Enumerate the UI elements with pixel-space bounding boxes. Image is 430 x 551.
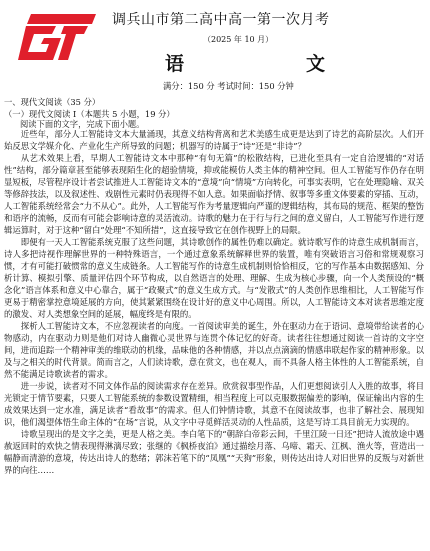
reading-passage [4, 128, 424, 476]
subject-char-2: 文 [305, 53, 325, 75]
passage-paragraph-6: 诗歌呈现出的是文字之美，更是人格之美。李白笔下的“朝辞白帝彩云间，千里江陵一日还”把诗人流放途中遇赦返回时的欢快之情表现得淋漓尽致；张继的《枫桥夜泊》通过描绘月落、乌啼、霜天、江枫、渔火等，营造出一幅静而清游的意境，传达出诗人的愁绪；郭沫若笔下的“凤凰”“天狗”形象，则传达出诗人对旧世界的反叛与对新世界的向往…… [4, 429, 424, 475]
logo-right-stroke [58, 26, 88, 60]
logo-g-body [18, 26, 61, 60]
passage-paragraph-4: 探析人工智能诗文本，不应忽视读者的向度。一首阅读审美的诞生，外在驱动力在于语词、意境带给读者的心物感动，内在驱动力则是他们对诗人幽微心灵世界与连贯个体记忆的好奇。读者往往想通过阅读一首诗的文字空间，进而追踪一个精神审美的维联动的机缘，品味他的各种情感，并以点点滴滴的情感串联起作家的精神形象。以及与之相关的时代背景。简而言之，人们读诗歌，意在赏文，也在观人，而不具备人格主体性的人工智能系统，自然不能满足诗歌读者的需求。 [4, 321, 424, 379]
passage-paragraph-3: 即便有一天人工智能系统克服了这些问题，其诗歌创作的属性仍难以确定。就诗歌写作的诗意生成机制而言，诗人多把诗视作理解世界的一种特殊语言，一个通过意象系统解释世界的装置，唯有突破语言习俗和常规观察习惯，才有可能打破惯常的意义生成链条。人工智能写作的诗意生成机制则恰恰相反，它的写作基本由数据感知、分析计算、模拟引擎、质量评估四个环节构成，以自然语言的处理、理解、生成为核心步骤，向一个人类预设的“概念化”语言体系和意义中心靠合，属于“政聚式”的意义生成方式。与“发散式”的人类创作思维相比，人工智能写作更易于精密掌控意境延展的方向，使其紧紧围绕在设计好的意义中心周围。所以，人工智能诗文本对读者思维定度的激发、对人类想象空间的延展，幅度终是有限的。 [4, 237, 424, 319]
section-instruction: 阅读下面的文字，完成下面小题。 [20, 119, 145, 129]
passage-paragraph-1: 近些年，部分人工智能诗文本大量涌现，其意义结构背离和艺术美感生成更是达到了诗艺的高阶层次。人们开始反思文学媒介化、产业化生产所导致的问题；机器写的诗属于“诗”还是“非诗”？ [4, 129, 424, 151]
school-logo [16, 12, 98, 72]
section-heading: 一、现代文阅读（35 分） [4, 97, 101, 107]
score-info: 满分：150 分 考试时间：150 分钟 [163, 81, 294, 91]
passage-paragraph-5: 进一步说，读者对不同文体作品的阅读需求存在差异。欣赏叙事型作品，人们更想阅读引人入胜的故事，将目光锁定于情节要素，只要人工智能系统的参数设置精细，相当程度上可以克服数据偏差的影响，保证输出内容的生成效果达到一定水准，满足读者“看故事”的需求。但人们钟情诗歌，其意不在阅读故事，也非了解社会、展现知识，他们渴望体悟生命主体的“在场”言说，从文字中寻觅鲜活灵动的人性品质，这是写诗工具目前无力实现的。 [4, 381, 424, 427]
section-subheading: （一）现代文阅读 I（本题共 5 小题，19 分） [4, 109, 175, 119]
subject-title [165, 49, 325, 76]
exam-title: 调兵山市第二高中高一第一次月考 [112, 12, 330, 28]
logo-top-bar [27, 14, 96, 24]
passage-paragraph-2: 从艺术效果上看，早期人工智能诗文本中那种“有句无篇”的松散结构，已进化至具有一定自洽逻辑的“对话性”结构，部分篇章甚至能够表现陌生化的超验情境，抑或能模仿人类主体的精神空间。但人工智能写作仍存在明显短板，尽管程序设计者尝试推进人工智能诗文本的“意境”向“情境”方向转化，可事实表明，它在处理隐喻、双关等修辞技法，以及叙述性、戏剧性元素时仍表现得不如人意。如果面临抒情、叙事等多重文体要素的穿插、互动，人工智能系统经常会“力不从心”。此外，人工智能写作为考量逻辑向严谨的逻辑结构，其布局的规范、框架的整饬和语序的流畅，反而有可能会影响诗意的灵活流动。诗歌的魅力在于行与行之间的意义留白，人工智能写作进行逻辑运算时，对于这种“留白”处理“不知所措”，这直接导致它在创作视野上的局限。 [4, 153, 424, 235]
subject-char-1: 语 [165, 53, 185, 75]
exam-date: （2025 年 10 月） [203, 35, 274, 44]
